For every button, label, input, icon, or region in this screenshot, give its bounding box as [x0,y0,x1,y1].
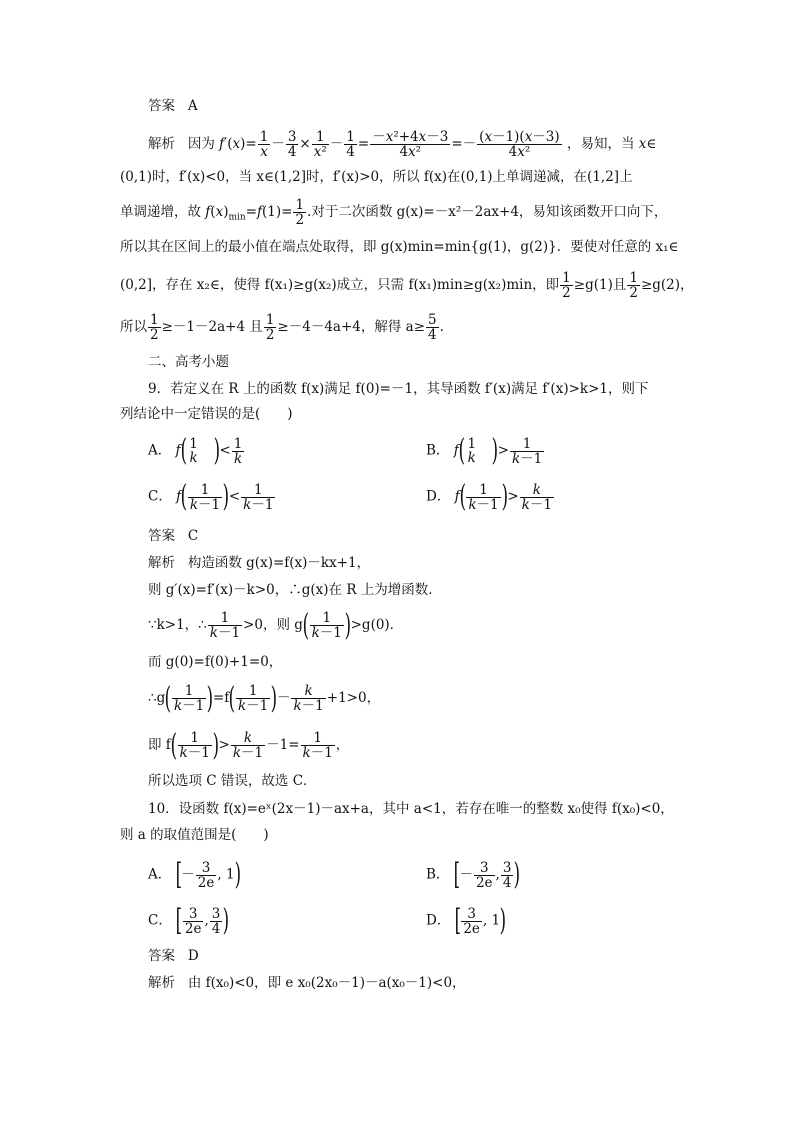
analysis-text: ∵k>1，∴ [148,617,207,633]
analysis-text: 单调递增，故 [120,204,201,220]
q8-analysis-line-1: 解析 因为 f′(x)= $\frac{1}{x}$ － $\frac{3}{4}$ × $\frac{1}{\text{x²}}$ － $\frac{1}{4}$ = $\frac{\text{－x²+4x－3}}{\text{4x²}}$ =－ $\frac{(x-1)(x-3)}{\text{4x²}}$ ，易知，当 x∈ [148,129,657,160]
analysis-text: .对于二次函数 g(x)=－x²－2ax+4，易知该函数开口向下， [307,204,668,220]
option-letter: C． [148,912,172,929]
analysis-text: －1= [266,737,300,753]
analysis-text: 因为 [187,136,215,152]
analysis-text: ∴g [148,690,166,706]
answer-value: A [187,98,198,114]
analysis-text: ≥g(1)且 [573,277,627,293]
option-letter: B． [426,442,450,459]
q9-analysis-line-1 [148,553,370,573]
answer-value: C [187,528,199,544]
answer-label: 答案 [148,98,175,114]
q10-option-a[interactable]: A． [－ $\frac{3}{2e}$ , 1) [148,857,241,892]
q9-answer [148,526,198,546]
analysis-text: 构造函数 g(x)=f(x)－kx+1， [187,555,371,571]
q8-analysis-line-6: 所以 $\frac{1}{2}$ ≥－1－2a+4 且 $\frac{1}{2}$ ≥－4－4a+4，解得 a≥ $\frac{5}{4}$ . [120,312,444,343]
analysis-text: +1>0， [326,690,381,706]
q10-stem-line-2: 则 a 的取值范围是( ) [120,827,269,843]
min-value-formula: $f(x)_{min}=f(1)=$ $\frac{1}{2}$ [205,197,305,228]
q9-option-a[interactable]: A． f( 1 k )< $\frac{1}{k}$ [148,433,243,468]
q9-analysis-line-6: 即 f( $\frac{1}{k-1}$ )> $\frac{k}{k-1}$ －1= $\frac{1}{k-1}$ ， [148,727,350,763]
analysis-text: ≥g(2)， [640,277,694,293]
q8-analysis-line-2: (0,1)时，f′(x)<0，当 x∈(1,2]时，f′(x)>0，所以 f(x)在(0,1)上单调递减，在(1,2]上 [120,169,633,185]
answer-label: 答案 [148,948,175,964]
analysis-label: 解析 [148,975,175,991]
analysis-text: >0，则 g [243,617,303,633]
analysis-text: 由 f(x₀)<0，即 e x₀(2x₀－1)－a(x₀－1)<0， [187,975,466,991]
derivative-formula: f′(x)= $\frac{1}{x}$ － $\frac{3}{4}$ × $\frac{1}{\text{x²}}$ － $\frac{1}{4}$ = $\frac{\text{－x²+4x－3}}{\text{4x²}}$ =－ $\frac{(x-1)(x-3)}{\text{4x²}}$ [219,129,560,160]
q9-analysis-line-4: 而 g(0)=f(0)+1=0， [148,654,283,670]
q10-analysis-line-1 [148,973,466,993]
analysis-text: . [439,319,444,335]
q8-analysis-line-3 [120,197,667,233]
q9-stem-line-1: 9．若定义在 R 上的函数 f(x)满足 f(0)=－1，其导函数 f′(x)满足 f′(x)>k>1，则下 [148,381,649,397]
q9-option-c[interactable]: C． f( $\frac{1}{k-1}$ )< $\frac{1}{k-1}$ [148,479,274,514]
analysis-text: =f [212,690,230,706]
option-letter: D． [426,912,451,929]
analysis-text: － [276,690,291,706]
analysis-text: (0,2]，存在 x₂∈，使得 f(x₁)≥g(x₂)成立，只需 f(x₁)min≥g(x₂)min，即 [120,277,560,293]
q8-analysis-line-5: (0,2]，存在 x₂∈，使得 f(x₁)≥g(x₂)成立，只需 f(x₁)min≥g(x₂)min，即 $\frac{1}{2}$ ≥g(1)且 $\frac{1}{2}$ ≥g(2)， [120,270,694,301]
q9-analysis-line-7: 所以选项 C 错误，故选 C． [148,773,317,789]
q10-answer [148,946,199,966]
option-letter: A． [148,866,172,883]
q10-stem-line-1: 10．设函数 f(x)=eˣ(2x－1)－ax+a，其中 a<1，若存在唯一的整数 x₀使得 f(x₀)<0， [148,801,674,817]
q9-option-d[interactable]: D． f( $\frac{1}{k-1}$ )> $\frac{k}{k-1}$ [426,479,552,514]
analysis-text: > [218,737,230,753]
option-letter: C． [148,488,172,505]
analysis-text: 所以 [120,319,147,335]
q8-answer [148,96,198,116]
q9-analysis-line-3: ∵k>1，∴ $\frac{1}{k-1}$ >0，则 g( $\frac{1}{k-1}$ )>g(0)． [148,607,404,643]
option-letter: A． [148,442,172,459]
analysis-text: ≥－1－2a+4 且 [161,319,263,335]
analysis-label: 解析 [148,555,175,571]
q10-option-d[interactable]: D． [ $\frac{3}{2e}$ , 1) [426,903,507,938]
q10-option-c[interactable]: C． [ $\frac{3}{2e}$ , $\frac{3}{4}$ ) [148,903,230,938]
analysis-text: >g(0)． [350,617,404,633]
q8-analysis-line-4: 所以其在区间上的最小值在端点处取得，即 g(x)min=min{g(1)，g(2)}．要使对任意的 x₁∈ [120,239,679,255]
q9-option-b[interactable]: B． f( 1 k )> $\frac{1}{k-1}$ [426,433,543,468]
analysis-text: 即 f [148,737,171,753]
q9-stem-line-2: 列结论中一定错误的是( ) [120,406,293,422]
q9-analysis-line-2: 则 g′(x)=f′(x)－k>0，∴g(x)在 R 上为增函数． [148,582,442,598]
option-letter: D． [426,488,451,505]
q9-analysis-line-5: ∴g( $\frac{1}{k-1}$ )=f( $\frac{1}{k-1}$ )－ $\frac{k}{k-1}$ +1>0， [148,680,381,716]
analysis-text: ， [335,737,350,753]
answer-label: 答案 [148,528,175,544]
answer-value: D [187,948,199,964]
option-letter: B． [426,866,450,883]
analysis-text: ，易知，当 [566,136,635,152]
analysis-label: 解析 [148,136,175,152]
q10-option-b[interactable]: B． [－ $\frac{3}{2e}$ , $\frac{3}{4}$ ) [426,857,521,892]
section-title: 二、高考小题 [148,354,229,370]
analysis-text: ≥－4－4a+4，解得 a≥ [277,319,426,335]
